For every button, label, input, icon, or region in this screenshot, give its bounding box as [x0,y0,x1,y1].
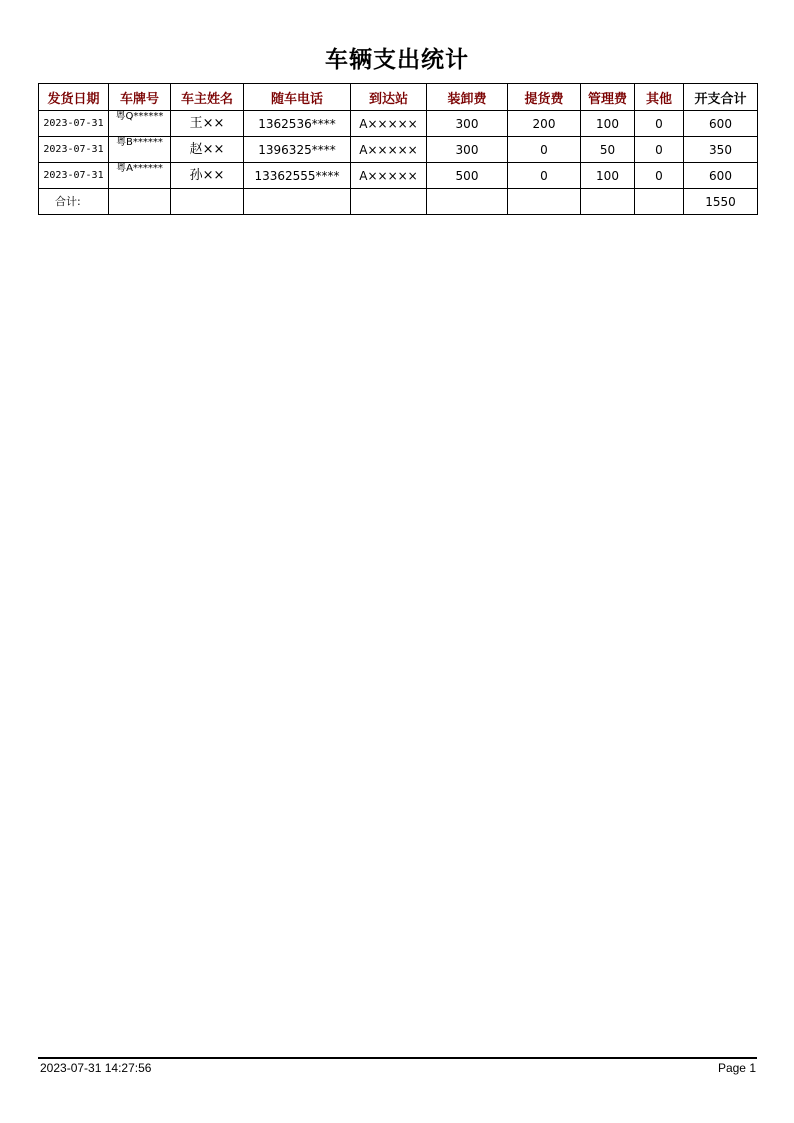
ship-date-cell: 2023-07-31 [39,137,109,163]
header-management-fee: 管理费 [581,84,635,111]
pickup-fee-cell: 0 [508,163,581,189]
header-pickup-fee: 提货费 [508,84,581,111]
ship-date-cell: 2023-07-31 [39,163,109,189]
driver-phone-cell: 13362555**** [244,163,351,189]
other-fee-cell: 0 [635,163,684,189]
header-ship-date: 发货日期 [39,84,109,111]
expense-total-cell: 600 [684,111,758,137]
plate-number-cell: 粤Q****** [109,111,171,137]
expense-total-cell: 600 [684,163,758,189]
destination-cell: A××××× [351,137,427,163]
summary-empty-cell [171,189,244,215]
owner-name-cell: 王×× [171,111,244,137]
summary-empty-cell [109,189,171,215]
plate-number-cell: 粤B****** [109,137,171,163]
header-other: 其他 [635,84,684,111]
summary-total-cell: 1550 [684,189,758,215]
owner-name-cell: 孙×× [171,163,244,189]
footer-divider [38,1057,757,1059]
header-destination: 到达站 [351,84,427,111]
print-timestamp: 2023-07-31 14:27:56 [40,1061,152,1075]
summary-empty-cell [351,189,427,215]
driver-phone-cell: 1362536**** [244,111,351,137]
other-fee-cell: 0 [635,137,684,163]
summary-empty-cell [581,189,635,215]
table-row [39,137,758,163]
header-expense-total: 开支合计 [684,84,758,111]
summary-empty-cell [427,189,508,215]
summary-label: 合计: [39,189,109,215]
report-title: 车辆支出统计 [325,46,469,73]
management-fee-cell: 50 [581,137,635,163]
destination-cell: A××××× [351,111,427,137]
loading-fee-cell: 300 [427,137,508,163]
pickup-fee-cell: 200 [508,111,581,137]
pickup-fee-cell: 0 [508,137,581,163]
header-loading-fee: 装卸费 [427,84,508,111]
summary-row [39,189,758,215]
table-row [39,163,758,189]
summary-empty-cell [635,189,684,215]
header-owner-name: 车主姓名 [171,84,244,111]
plate-number-cell: 粤A****** [109,163,171,189]
page-number: Page 1 [717,1061,756,1075]
table-row [39,111,758,137]
management-fee-cell: 100 [581,163,635,189]
summary-empty-cell [508,189,581,215]
loading-fee-cell: 300 [427,111,508,137]
other-fee-cell: 0 [635,111,684,137]
expense-total-cell: 350 [684,137,758,163]
owner-name-cell: 赵×× [171,137,244,163]
table-header-row [39,84,758,111]
summary-empty-cell [244,189,351,215]
header-plate-number: 车牌号 [109,84,171,111]
loading-fee-cell: 500 [427,163,508,189]
management-fee-cell: 100 [581,111,635,137]
ship-date-cell: 2023-07-31 [39,111,109,137]
destination-cell: A××××× [351,163,427,189]
header-driver-phone: 随车电话 [244,84,351,111]
driver-phone-cell: 1396325**** [244,137,351,163]
expense-table [38,83,758,215]
